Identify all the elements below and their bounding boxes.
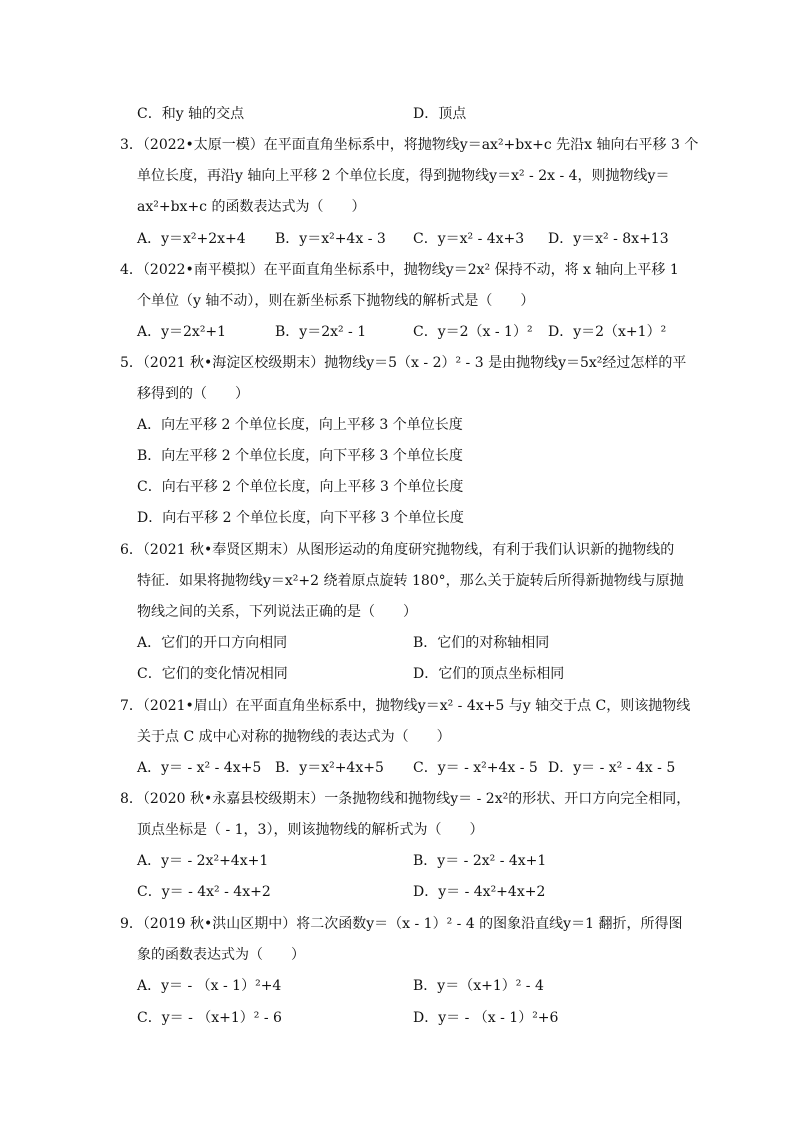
q3-option-a: A．y＝x²+2x+4 [137, 231, 246, 247]
q9-option-b: B．y＝（x+1）² - 4 [413, 978, 544, 994]
q4-line-1: 4．（2022•南平模拟）在平面直角坐标系中，抛物线y＝2x² 保持不动，将 x 轴向上平移 1 [120, 262, 679, 278]
q9-option-c: C．y＝ - （x+1）² - 6 [137, 1010, 282, 1026]
q2-option-d: D．顶点 [413, 106, 467, 122]
q5-option-a: A．向左平移 2 个单位长度，向上平移 3 个单位长度 [137, 417, 463, 433]
q8-option-d: D．y＝ - 4x²+4x+2 [413, 884, 546, 900]
q5-line-2: 移得到的（ ） [137, 386, 249, 402]
q7-option-d: D．y＝ - x² - 4x - 5 [548, 760, 676, 776]
q9-line-1: 9．（2019 秋•洪山区期中）将二次函数y＝（x - 1）² - 4 的图象沿直线y＝1 翻折，所得图 [120, 916, 683, 932]
q9-option-d: D．y＝ - （x - 1）²+6 [413, 1010, 559, 1026]
q3-option-c: C．y＝x² - 4x+3 [413, 231, 525, 247]
q3-line-3: ax²+bx+c 的函数表达式为（ ） [137, 199, 366, 215]
q8-option-b: B．y＝ - 2x² - 4x+1 [413, 853, 547, 869]
q8-option-a: A．y＝ - 2x²+4x+1 [137, 853, 269, 869]
q6-line-1: 6．（2021 秋•奉贤区期末）从图形运动的角度研究抛物线，有利于我们认识新的抛物线的 [120, 542, 675, 558]
q4-option-d: D．y＝2（x+1）² [548, 324, 667, 340]
q5-option-b: B．向左平移 2 个单位长度，向下平移 3 个单位长度 [137, 448, 463, 464]
q5-line-1: 5．（2021 秋•海淀区校级期末）抛物线y＝5（x - 2）² - 3 是由抛物线y＝5x²经过怎样的平 [120, 355, 687, 371]
q8-line-1: 8．（2020 秋•永嘉县校级期末）一条抛物线和抛物线y＝ - 2x²的形状、开口方向完全相同， [120, 791, 691, 807]
q6-option-d: D．它们的顶点坐标相同 [413, 666, 565, 682]
q8-option-c: C．y＝ - 4x² - 4x+2 [137, 884, 271, 900]
q3-option-d: D．y＝x² - 8x+13 [548, 231, 669, 247]
q7-option-b: B．y＝x²+4x+5 [275, 760, 384, 776]
q6-option-b: B．它们的对称轴相同 [413, 635, 550, 651]
q9-option-a: A．y＝ - （x - 1）²+4 [137, 978, 282, 994]
q7-option-c: C．y＝ - x²+4x - 5 [413, 760, 538, 776]
q5-option-c: C．向右平移 2 个单位长度，向上平移 3 个单位长度 [137, 479, 464, 495]
q7-line-2: 关于点 C 成中心对称的抛物线的表达式为（ ） [137, 729, 451, 745]
q3-option-b: B．y＝x²+4x - 3 [275, 231, 386, 247]
q6-option-a: A．它们的开口方向相同 [137, 635, 288, 651]
q3-line-1: 3．（2022•太原一模）在平面直角坐标系中，将抛物线y＝ax²+bx+c 先沿x 轴向右平移 3 个 [120, 137, 699, 153]
q4-line-2: 个单位（y 轴不动），则在新坐标系下抛物线的解析式是（ ） [137, 293, 535, 309]
q8-line-2: 顶点坐标是（ - 1，3），则该抛物线的解析式为（ ） [137, 822, 484, 838]
q3-line-2: 单位长度，再沿y 轴向上平移 2 个单位长度，得到抛物线y＝x² - 2x - 4，则抛物线y＝ [137, 168, 670, 184]
q6-line-2: 特征．如果将抛物线y＝x²+2 绕着原点旋转 180°，那么关于旋转后所得新抛物线与原抛 [137, 573, 684, 589]
q4-option-a: A．y＝2x²+1 [137, 324, 227, 340]
q4-option-b: B．y＝2x² - 1 [275, 324, 367, 340]
q6-option-c: C．它们的变化情况相同 [137, 666, 288, 682]
q7-line-1: 7．（2021•眉山）在平面直角坐标系中，抛物线y＝x² - 4x+5 与y 轴交于点 C，则该抛物线 [120, 698, 691, 714]
q4-option-c: C．y＝2（x - 1）² [413, 324, 533, 340]
q2-option-c: C．和y 轴的交点 [137, 106, 245, 122]
q7-option-a: A．y＝ - x² - 4x+5 [137, 760, 262, 776]
q9-line-2: 象的函数表达式为（ ） [137, 947, 305, 963]
q6-line-3: 物线之间的关系，下列说法正确的是（ ） [137, 604, 417, 620]
q5-option-d: D．向右平移 2 个单位长度，向下平移 3 个单位长度 [137, 510, 464, 526]
